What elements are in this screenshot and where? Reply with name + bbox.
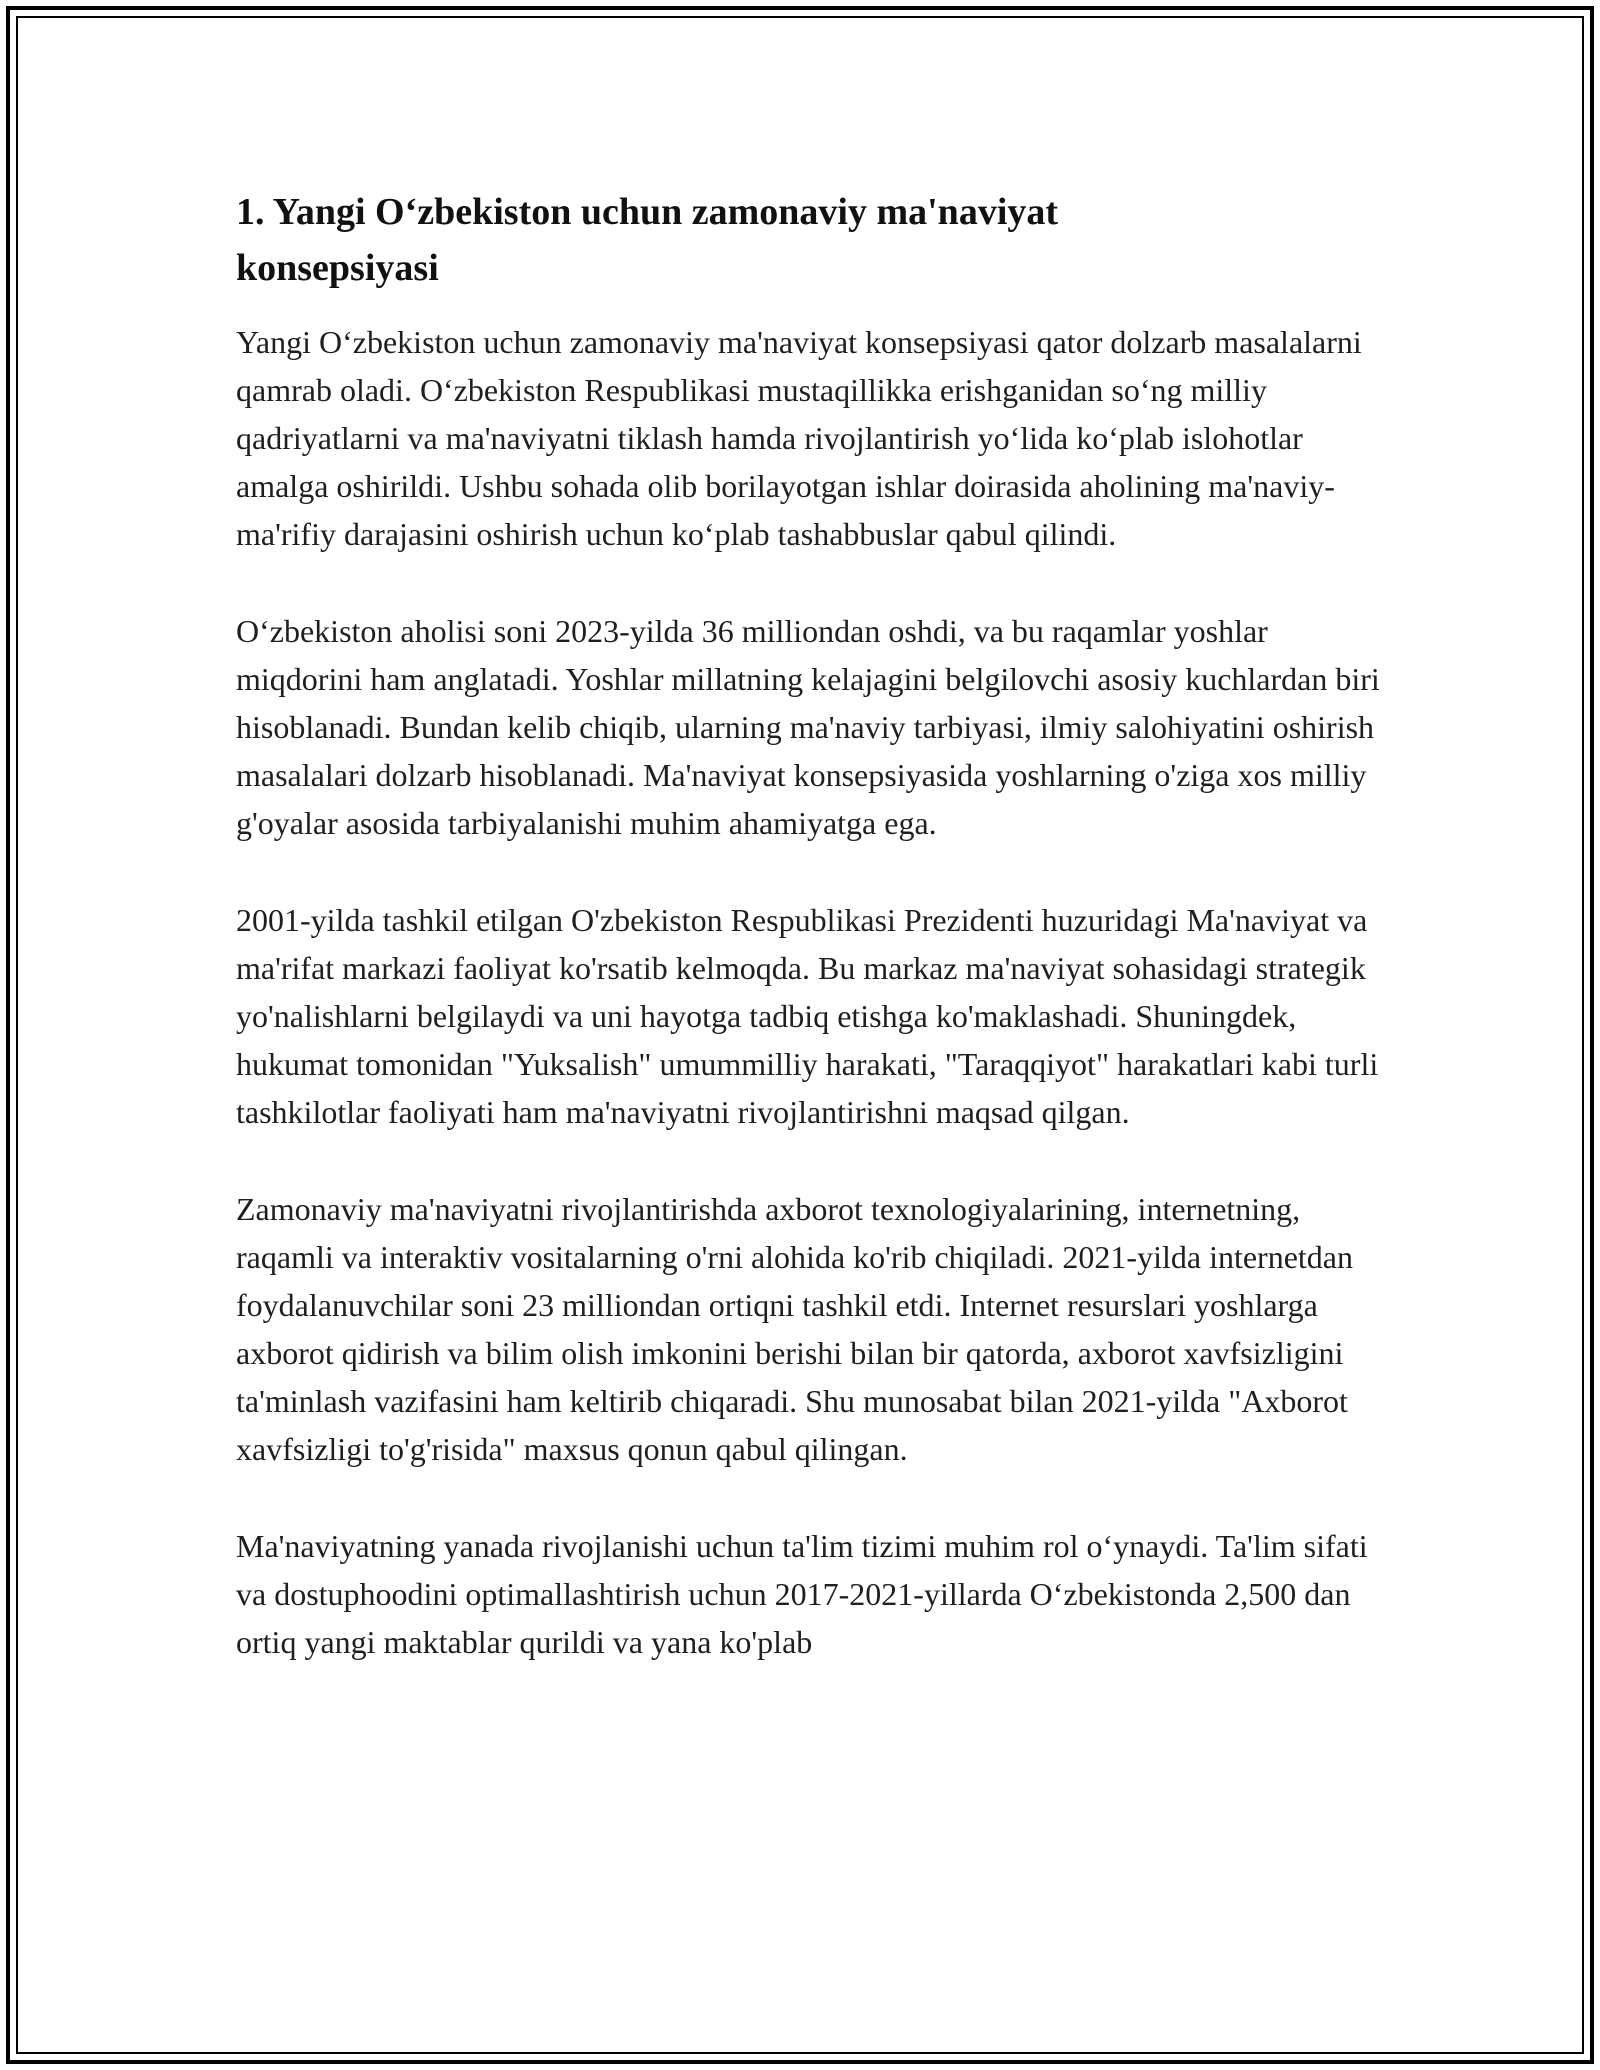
paragraph-4: Zamonaviy ma'naviyatni rivojlantirishda axborot texnologiyalarining, internetning, raqamli va interaktiv vositalarning o'rni alohida ko'rib chiqiladi. 2021-yilda internetdan foydalanuvchilar soni 23 milliondan ortiqni tashkil etdi. Internet resurslari yoshlarga axborot qidirish va bilim olish imkonini berishi bilan bir qatorda, axborot xavfsizligini ta'minlash vazifasini ham keltirib chiqaradi. Shu munosabat bilan 2021-yilda "Axborot xavfsizligi to'g'risida" maxsus qonun qabul qilingan.	[236, 1191, 1353, 1467]
paragraph-3: 2001-yilda tashkil etilgan O'zbekiston Respublikasi Prezidenti huzuridagi Ma'naviyat va ma'rifat markazi faoliyat ko'rsatib kelmoqda. Bu markaz ma'naviyat sohasidagi strategik yo'nalishlarni belgilaydi va uni hayotga tadbiq etishga ko'maklashadi. Shuningdek, hukumat tomonidan "Yuksalish" umummilliy harakati, "Taraqqiyot" harakatlari kabi turli tashkilotlar faoliyati ham ma'naviyatni rivojlantirishni maqsad qilgan.	[236, 902, 1379, 1130]
paragraph-1: Yangi O‘zbekiston uchun zamonaviy ma'naviyat konsepsiyasi qator dolzarb masalalarni qamrab oladi. O‘zbekiston Respublikasi mustaqillikka erishganidan so‘ng milliy qadriyatlarni va ma'naviyatni tiklash hamda rivojlantirish yo‘lida ko‘plab islohotlar amalga oshirildi. Ushbu sohada olib borilayotgan ishlar doirasida aholining ma'naviy-ma'rifiy darajasini oshirish uchun ko‘plab tashabbuslar qabul qilindi.	[236, 324, 1362, 552]
paragraph-2: O‘zbekiston aholisi soni 2023-yilda 36 milliondan oshdi, va bu raqamlar yoshlar miqdorini ham anglatadi. Yoshlar millatning kelajagini belgilovchi asosiy kuchlardan biri hisoblanadi. Bundan kelib chiqib, ularning ma'naviy tarbiyasi, ilmiy salohiyatini oshirish masalalari dolzarb hisoblanadi. Ma'naviyat konsepsiyasida yoshlarning o'ziga xos milliy g'oyalar asosida tarbiyalanishi muhim ahamiyatga ega.	[236, 613, 1380, 841]
paragraph-5: Ma'naviyatning yanada rivojlanishi uchun ta'lim tizimi muhim rol o‘ynaydi. Ta'lim sifati va dostuphoodini optimallashtirish uchun 2017-2021-yillarda O‘zbekistonda 2,500 dan ortiq yangi maktablar qurildi va yana ko'plab	[236, 1528, 1368, 1660]
section-heading: 1. Yangi O‘zbekiston uchun zamonaviy ma'naviyat konsepsiyasi	[236, 191, 1059, 289]
document-body	[236, 184, 1386, 1666]
